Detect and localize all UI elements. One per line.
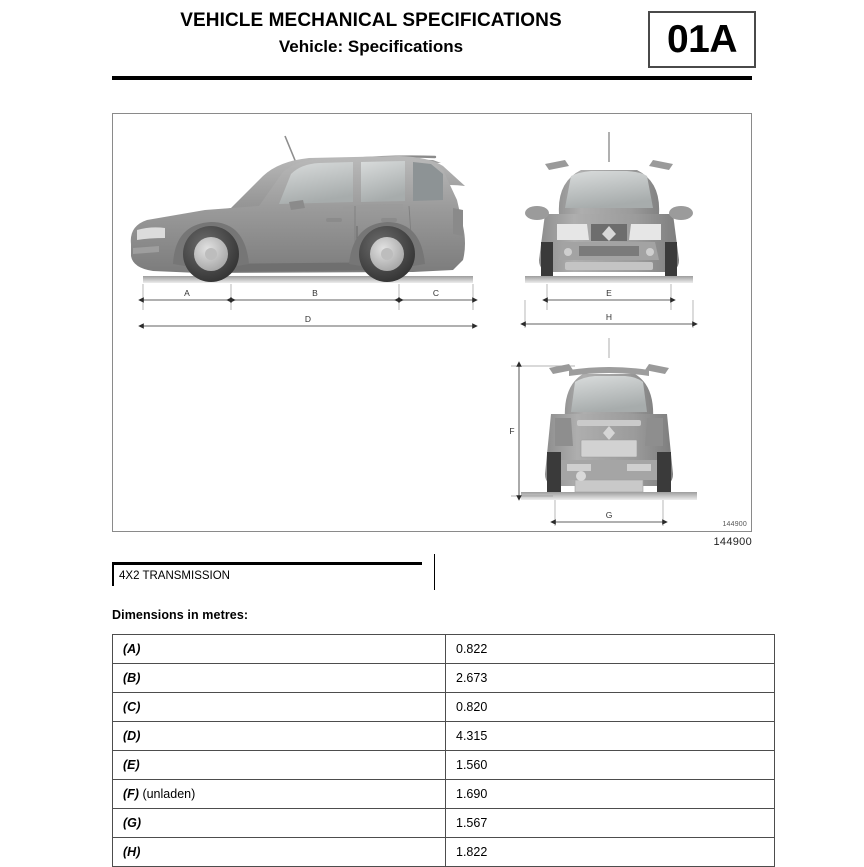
transmission-tick [112, 562, 114, 586]
transmission-column-divider [434, 554, 435, 590]
rear-view-illustration [521, 338, 697, 500]
dimension-value-cell: 0.820 [446, 693, 775, 722]
dimension-value-cell: 2.673 [446, 664, 775, 693]
table-row [113, 664, 775, 693]
side-view-dimensions [143, 284, 473, 326]
figure-reference-inner: 144900 [722, 521, 747, 528]
front-dimension-h-label: H [605, 312, 613, 322]
header-title-block [112, 8, 630, 59]
transmission-section-marker [112, 562, 422, 588]
dimension-key-cell [113, 722, 446, 751]
figure-reference-outer: 144900 [713, 536, 752, 548]
table-row [113, 751, 775, 780]
dimensions-table-body [113, 635, 775, 867]
dimension-value-cell: 1.560 [446, 751, 775, 780]
dimension-value-cell: 4.315 [446, 722, 775, 751]
vehicle-diagram-frame [112, 113, 752, 532]
page-header [0, 0, 864, 90]
side-view-illustration [131, 136, 473, 283]
dimension-key: (D) [123, 729, 141, 743]
page-title: VEHICLE MECHANICAL SPECIFICATIONS [180, 10, 562, 31]
dimension-key: (C) [123, 700, 141, 714]
dimension-key: (A) [123, 642, 141, 656]
dimension-value-cell: 1.822 [446, 838, 775, 867]
vehicle-dimension-drawings [113, 114, 751, 531]
section-badge [648, 11, 756, 68]
dimension-key-cell [113, 664, 446, 693]
dimension-key-cell [113, 693, 446, 722]
side-dimension-a-label: A [184, 288, 190, 298]
front-view-illustration [525, 132, 693, 283]
table-row [113, 780, 775, 809]
dimension-value-cell: 0.822 [446, 635, 775, 664]
dimension-note: (unladen) [138, 787, 196, 801]
table-row [113, 693, 775, 722]
section-badge-label: 01A [666, 18, 738, 61]
side-dimension-d-label: D [304, 314, 312, 324]
rear-dimension-f-label: F [509, 426, 515, 436]
page-subtitle: Vehicle: Specifications [278, 37, 464, 56]
dimension-key-cell [113, 780, 446, 809]
dimension-key: (F) [123, 787, 139, 801]
table-row [113, 722, 775, 751]
dimension-key: (B) [123, 671, 141, 685]
header-divider-rule [112, 76, 752, 80]
front-view-dimensions [525, 284, 693, 328]
dimension-value-cell: 1.567 [446, 809, 775, 838]
dimensions-table [112, 634, 775, 867]
dimension-key: (E) [123, 758, 140, 772]
dimension-key-cell [113, 838, 446, 867]
table-row [113, 809, 775, 838]
rear-dimension-g-label: G [605, 510, 613, 520]
transmission-label: 4X2 TRANSMISSION [119, 570, 230, 582]
side-dimension-c-label: C [432, 288, 440, 298]
dimension-key-cell [113, 751, 446, 780]
dimension-key: (G) [123, 816, 142, 830]
dimension-value-cell: 1.690 [446, 780, 775, 809]
side-dimension-b-label: B [312, 288, 318, 298]
dimensions-caption: Dimensions in metres: [112, 608, 249, 622]
table-row [113, 838, 775, 867]
transmission-rule [112, 562, 422, 565]
dimension-key-cell [113, 635, 446, 664]
table-row [113, 635, 775, 664]
dimension-key: (H) [123, 845, 141, 859]
dimension-key-cell [113, 809, 446, 838]
front-dimension-e-label: E [606, 288, 612, 298]
